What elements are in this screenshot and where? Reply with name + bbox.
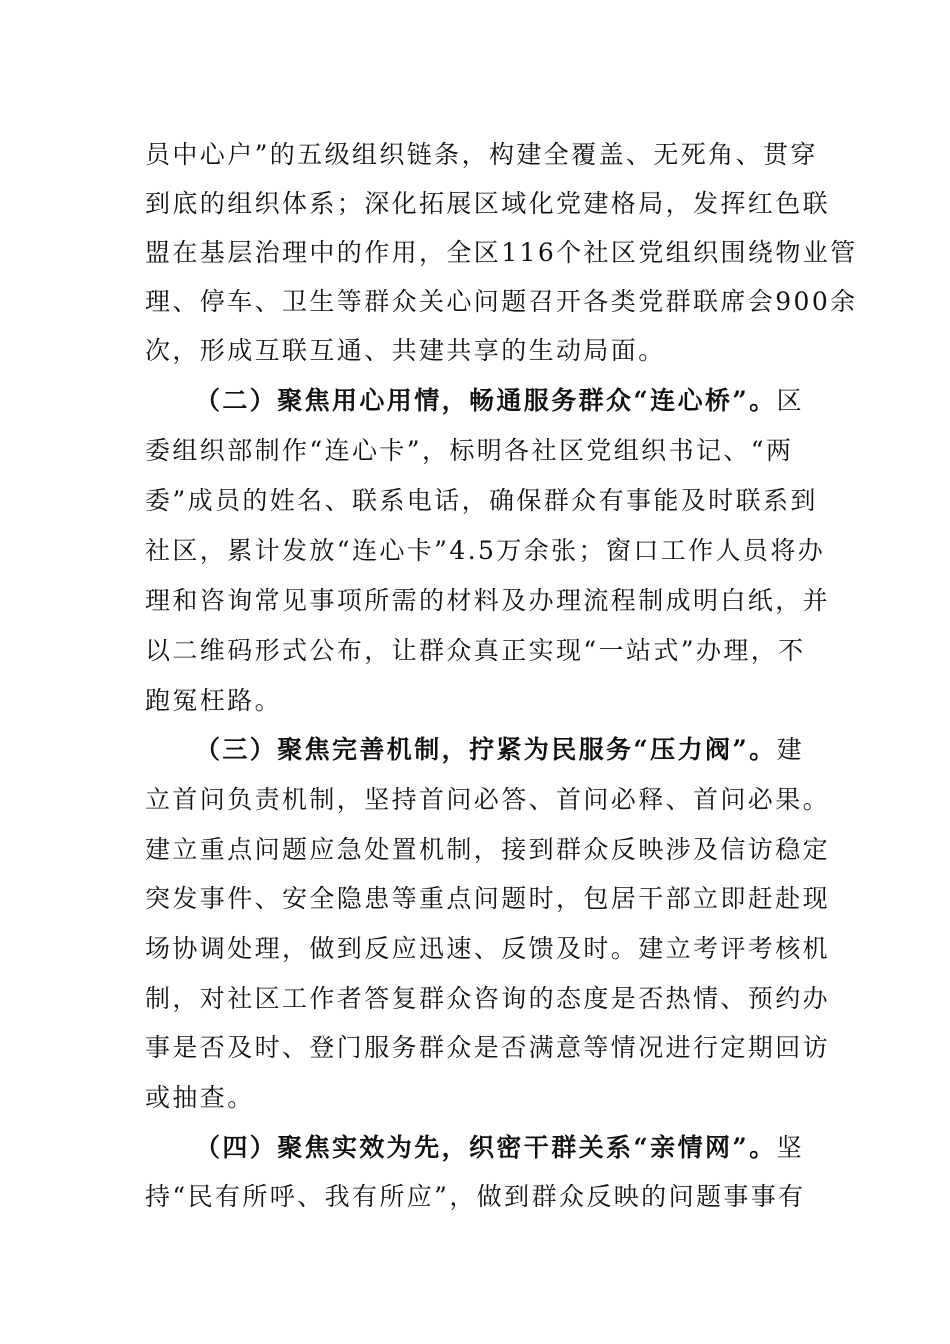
section-heading-3 [195, 735, 810, 765]
body-line: 到底的组织体系；深化拓展区域化党建格局，发挥红色联 [145, 189, 831, 218]
heading-bold-text: （四）聚焦实效为先，织密干群关系“亲情网”。 [195, 1133, 777, 1162]
body-line: 以二维码形式公布，让群众真正实现“一站式”办理，不 [145, 636, 806, 665]
body-line: 次，形成互联互通、共建共享的生动局面。 [145, 336, 666, 365]
body-line: 盟在基层治理中的作用，全区116个社区党组织围绕物业管 [145, 238, 858, 267]
body-line: 制，对社区工作者答复群众咨询的态度是否热情、预约办 [145, 984, 831, 1013]
body-line: 场协调处理，做到反应迅速、反馈及时。建立考评考核机 [145, 934, 831, 963]
section-heading-4 [195, 1133, 810, 1163]
body-line: 委组织部制作“连心卡”，标明各社区党组织书记、“两 [145, 436, 794, 465]
heading-bold-text: （三）聚焦完善机制，拧紧为民服务“压力阀”。 [195, 735, 777, 764]
section-heading-2 [195, 386, 810, 416]
body-line: 委”成员的姓名、联系电话，确保群众有事能及时联系到 [145, 486, 818, 515]
body-line: 或抽查。 [145, 1083, 255, 1112]
body-line: 理、停车、卫生等群众关心问题召开各类党群联席会900余 [145, 287, 858, 316]
body-line: 理和咨询常见事项所需的材料及办理流程制成明白纸，并 [145, 586, 831, 615]
body-line: 持“民有所呼、我有所应”，做到群众反映的问题事事有 [145, 1182, 806, 1211]
body-line: 员中心户”的五级组织链条，构建全覆盖、无死角、贯穿 [145, 140, 818, 169]
body-line: 事是否及时、登门服务群众是否满意等情况进行定期回访 [145, 1033, 831, 1062]
body-line: 跑冤枉路。 [145, 686, 283, 715]
body-line: 建立重点问题应急处置机制，接到群众反映涉及信访稳定 [145, 835, 831, 864]
heading-bold-text: （二）聚焦用心用情，畅通服务群众“连心桥”。 [195, 386, 777, 415]
body-line: 立首问负责机制，坚持首问必答、首问必释、首问必果。 [145, 785, 831, 814]
heading-rest-text: 区 [776, 386, 804, 415]
body-line: 社区，累计发放“连心卡”4.5万余张；窗口工作人员将办 [145, 536, 826, 565]
heading-rest-text: 坚 [776, 1133, 804, 1162]
body-line: 突发事件、安全隐患等重点问题时，包居干部立即赶赴现 [145, 884, 831, 913]
heading-rest-text: 建 [776, 735, 804, 764]
